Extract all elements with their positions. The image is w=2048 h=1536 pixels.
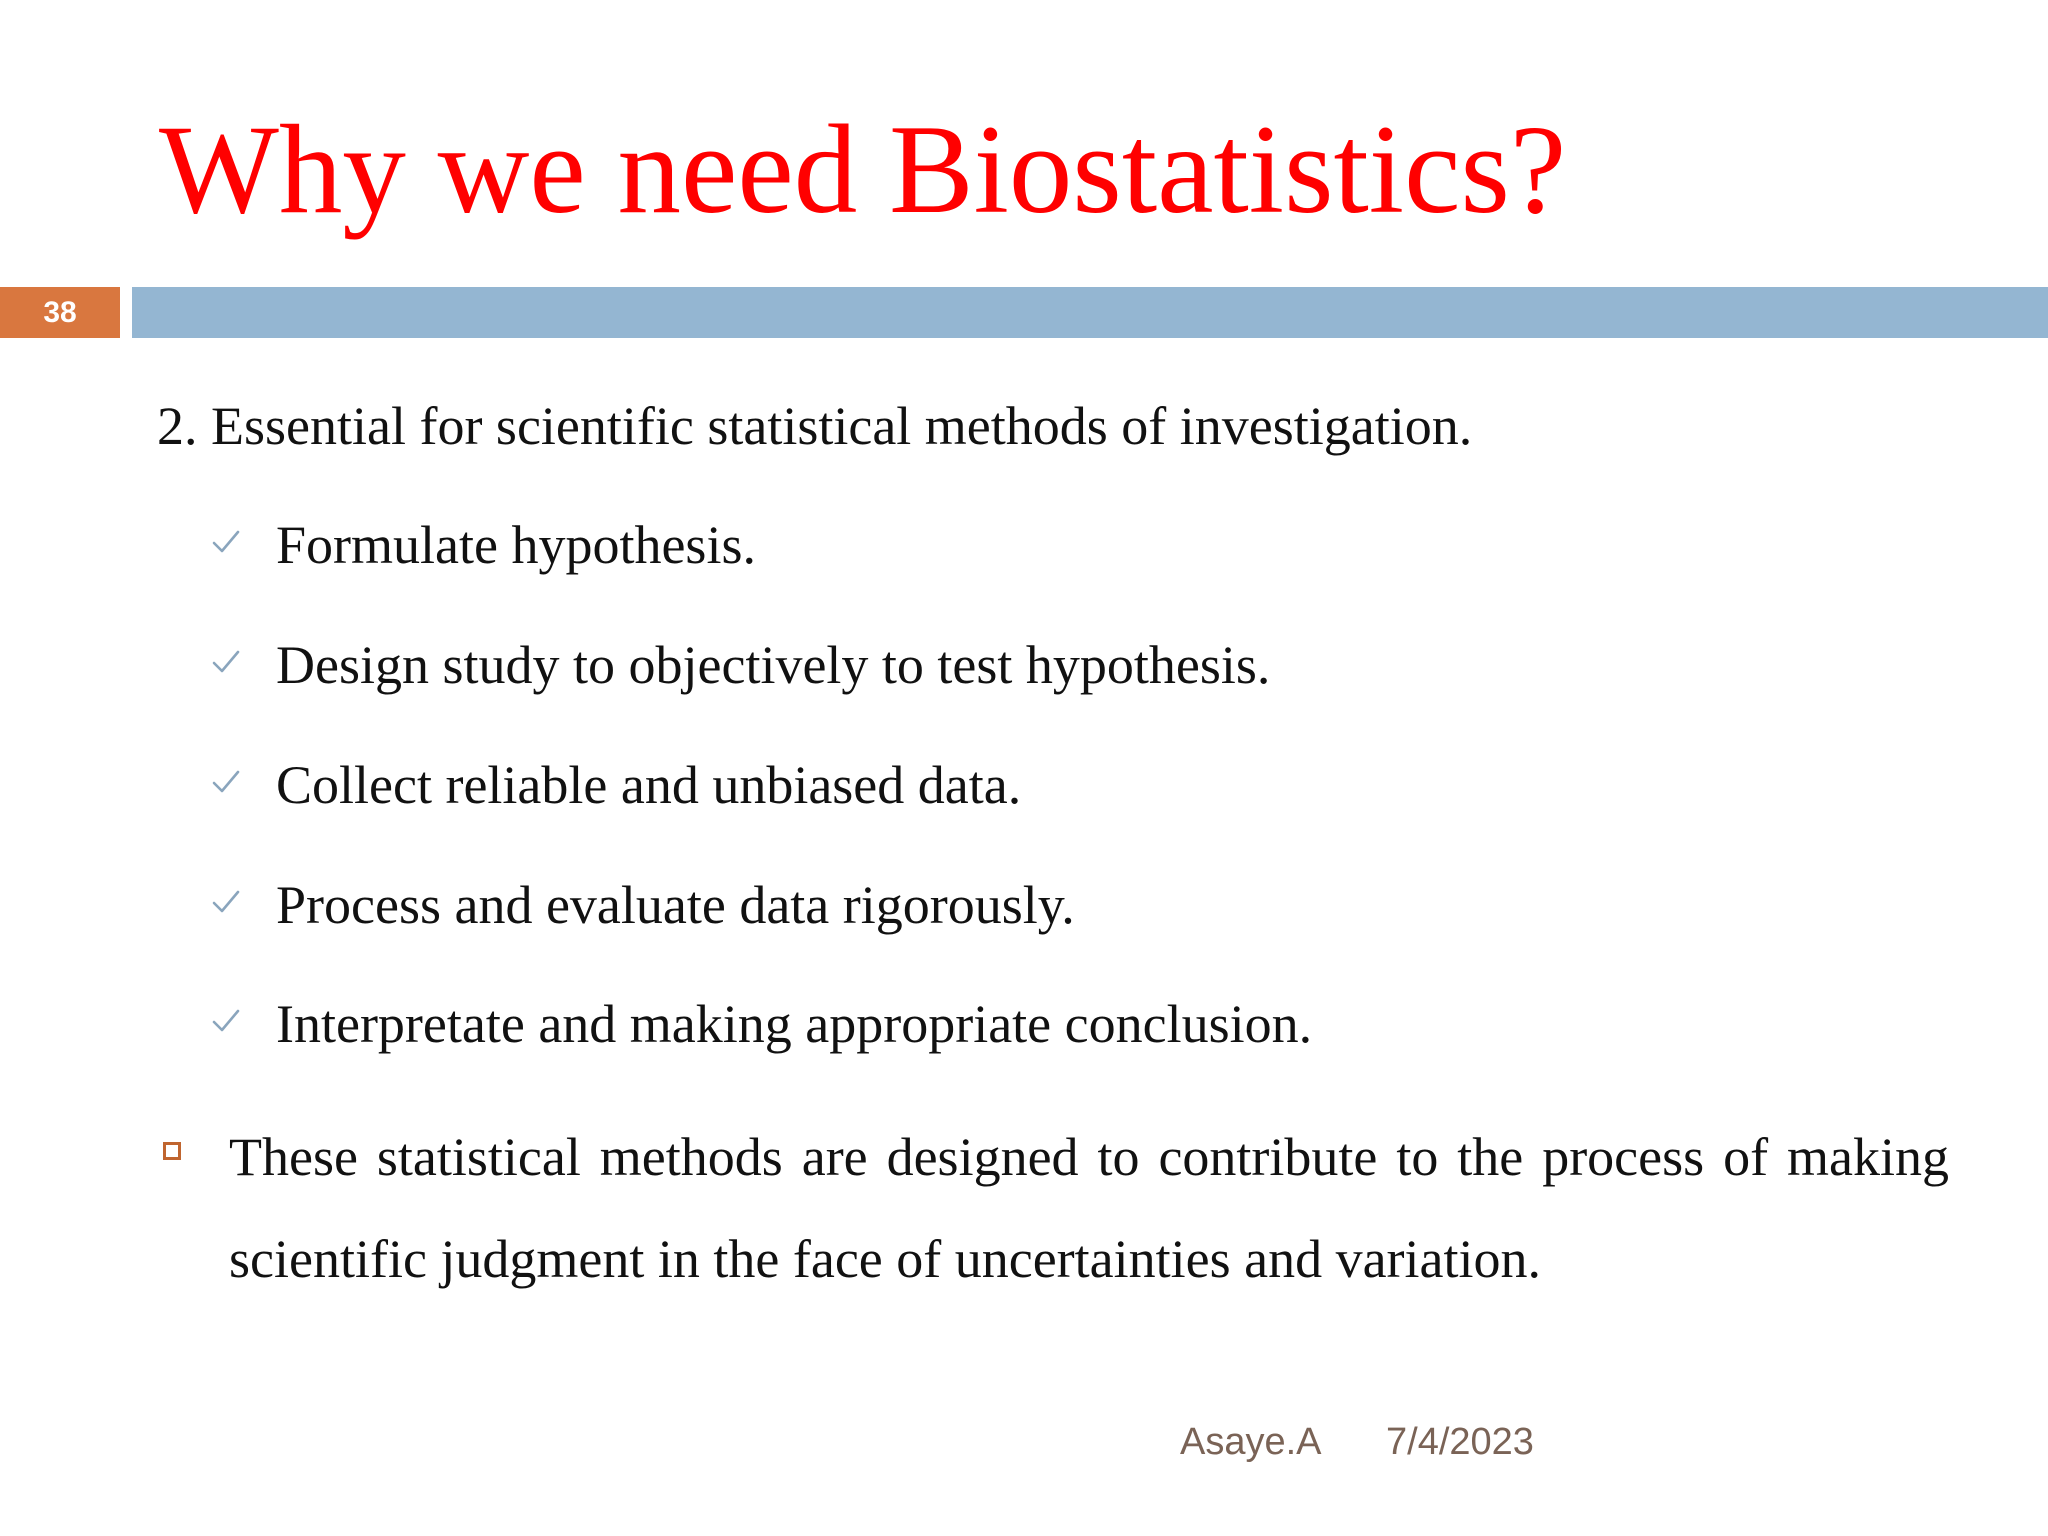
checkmark-icon xyxy=(210,526,242,558)
check-item-text: Formulate hypothesis. xyxy=(276,515,756,575)
note-text: These statistical methods are designed to contribute to the process of making scientific judgment in the face of uncertainties and variation. xyxy=(229,1127,1949,1289)
square-bullet-icon xyxy=(163,1142,181,1160)
check-item-text: Interpretate and making appropriate conclusion. xyxy=(276,994,1313,1054)
checkmark-icon xyxy=(210,646,242,678)
check-item-text: Collect reliable and unbiased data. xyxy=(276,755,1022,815)
footer-date: 7/4/2023 xyxy=(1386,1421,1534,1463)
check-item-text: Process and evaluate data rigorously. xyxy=(276,875,1075,935)
checkmark-icon xyxy=(210,886,242,918)
check-item-text: Design study to objectively to test hypothesis. xyxy=(276,635,1271,695)
checkmark-icon xyxy=(210,766,242,798)
slide-title: Why we need Biostatistics? xyxy=(159,100,1567,240)
point-heading: 2. Essential for scientific statistical methods of investigation. xyxy=(157,396,1473,456)
checkmark-icon xyxy=(210,1005,242,1037)
slide-number-badge: 38 xyxy=(0,287,120,338)
footer-author: Asaye.A xyxy=(1180,1421,1322,1463)
